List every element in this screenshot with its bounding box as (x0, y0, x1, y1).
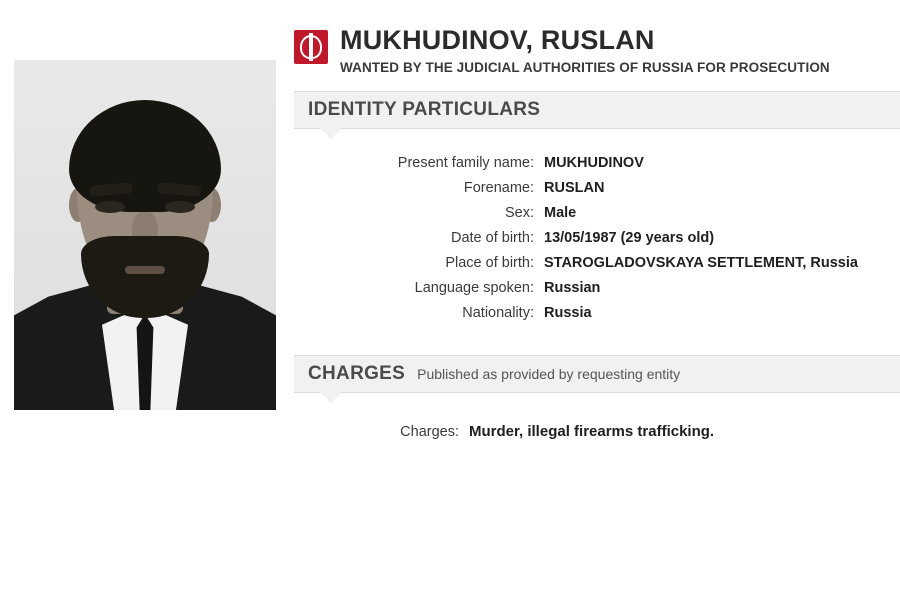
section-notch (320, 128, 342, 139)
identity-section-title: IDENTITY PARTICULARS (308, 99, 541, 121)
field-value: Russian (544, 280, 601, 297)
title-block (340, 26, 900, 75)
field-label: Nationality: (462, 305, 534, 322)
field-language-spoken (294, 280, 900, 296)
field-label: Sex: (504, 205, 534, 222)
field-nationality (294, 305, 900, 321)
wanted-subtitle: WANTED BY THE JUDICIAL AUTHORITIES OF RUSSIA FOR PROSECUTION (340, 60, 830, 76)
charges-section-note: Published as provided by requesting entity (417, 366, 681, 383)
charges-section-header (294, 355, 900, 393)
charges-section-title: CHARGES (308, 363, 406, 385)
field-date-of-birth (294, 230, 900, 246)
details-column (290, 0, 900, 600)
field-value: 13/05/1987 (29 years old) (544, 230, 715, 247)
portrait-mouth (125, 266, 165, 274)
field-value: Russia (544, 305, 592, 322)
crest-icon (294, 30, 328, 64)
field-charges (294, 423, 900, 440)
field-value: Murder, illegal firearms trafficking. (469, 423, 715, 441)
field-label: Charges: (400, 424, 459, 441)
field-forename (294, 180, 900, 196)
identity-particulars-section (294, 91, 900, 321)
charges-section (294, 355, 900, 440)
photo-column (0, 0, 290, 600)
identity-fields (294, 155, 900, 321)
page-title: MUKHUDINOV, RUSLAN (340, 25, 655, 55)
field-place-of-birth (294, 255, 900, 271)
field-sex (294, 205, 900, 221)
field-label: Present family name: (397, 155, 534, 172)
field-value: MUKHUDINOV (544, 155, 644, 172)
field-value: Male (544, 205, 577, 222)
field-label: Date of birth: (450, 230, 534, 247)
portrait-eye-right (165, 201, 195, 213)
field-label: Place of birth: (445, 255, 534, 272)
field-value: RUSLAN (544, 180, 605, 197)
notice-header (290, 26, 900, 75)
field-value: STAROGLADOVSKAYA SETTLEMENT, Russia (544, 255, 858, 272)
field-label: Language spoken: (414, 280, 534, 297)
wanted-person-photo (14, 60, 276, 410)
section-notch (320, 392, 342, 403)
portrait-eye-left (95, 201, 125, 213)
field-label: Forename: (463, 180, 534, 197)
field-present-family-name (294, 155, 900, 171)
portrait-image (14, 60, 276, 410)
charges-fields (294, 423, 900, 440)
identity-section-header (294, 91, 900, 129)
